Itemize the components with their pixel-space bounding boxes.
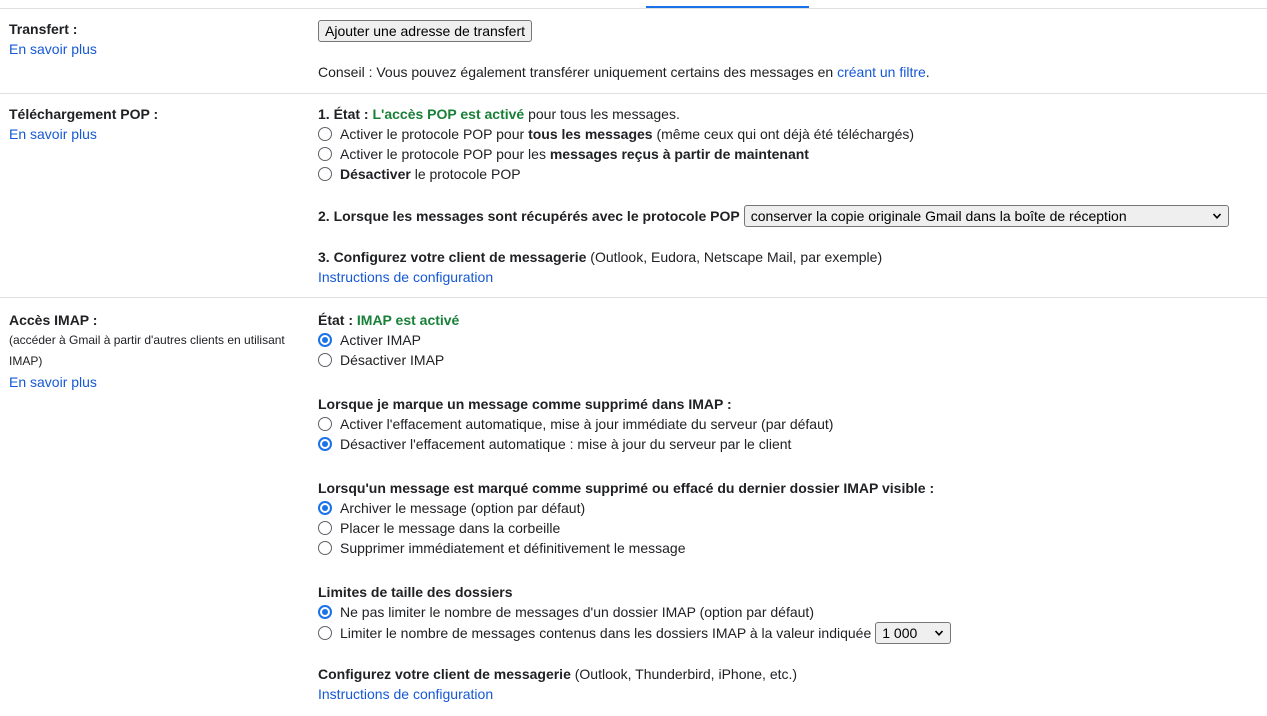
pop-step2: [318, 206, 1267, 226]
pop-disable-radio[interactable]: [318, 167, 332, 181]
pop-status: [318, 104, 1267, 124]
imap-no-limit-radio[interactable]: [318, 605, 332, 619]
imap-deleted-heading: [318, 394, 1267, 414]
forwarding-tip: [318, 62, 1267, 82]
imap-disable-label: Désactiver IMAP: [340, 352, 445, 368]
pop-section: [0, 93, 1267, 298]
imap-size-heading: [318, 582, 1267, 602]
imap-expunge-option-archive-label: Archiver le message (option par défaut): [340, 500, 586, 516]
pop-learn-more-link[interactable]: En savoir plus: [9, 126, 97, 142]
imap-limit-radio[interactable]: [318, 626, 332, 640]
imap-folder-size-select-value: 1 000: [882, 625, 918, 641]
pop-option-all-post: (même ceux qui ont déjà été téléchargés): [652, 126, 915, 142]
imap-deleted-option-manual-label: Désactiver l'effacement automatique : mise à jour du serveur par le client: [340, 436, 792, 452]
pop-new-radio[interactable]: [318, 147, 332, 161]
pop-step2-label: 2. Lorsque les messages sont récupérés avec le protocole POP: [318, 208, 740, 224]
imap-trash-radio[interactable]: [318, 521, 332, 535]
imap-deleted-option-manual[interactable]: [318, 434, 1267, 454]
imap-expunge-heading-text: Lorsqu'un message est marqué comme supprimé ou effacé du dernier dossier IMAP visible :: [318, 480, 935, 496]
imap-expunge-option-trash[interactable]: [318, 518, 1267, 538]
pop-option-all[interactable]: [318, 124, 1267, 144]
imap-archive-radio[interactable]: [318, 501, 332, 515]
imap-disable-radio[interactable]: [318, 353, 332, 367]
imap-deleted-heading-text: Lorsque je marque un message comme supprimé dans IMAP :: [318, 396, 732, 412]
imap-expunge-option-trash-label: Placer le message dans la corbeille: [340, 520, 561, 536]
imap-folder-size-select[interactable]: [875, 622, 951, 644]
imap-size-option-unlimited-label: Ne pas limiter le nombre de messages d'un dossier IMAP (option par défaut): [340, 604, 814, 620]
chevron-down-icon: [1212, 211, 1222, 221]
imap-enable-label: Activer IMAP: [340, 332, 421, 348]
imap-auto-expunge-on-radio[interactable]: [318, 417, 332, 431]
imap-deleted-option-auto-label: Activer l'effacement automatique, mise à jour immédiate du serveur (par défaut): [340, 416, 834, 432]
pop-option-new[interactable]: [318, 144, 1267, 164]
imap-client-config: [318, 664, 1267, 684]
add-forwarding-address-button[interactable]: Ajouter une adresse de transfert: [318, 20, 532, 42]
imap-delete-forever-radio[interactable]: [318, 541, 332, 555]
imap-description: (accéder à Gmail à partir d'autres clients en utilisant IMAP): [9, 333, 285, 368]
imap-config-instructions-link[interactable]: Instructions de configuration: [318, 686, 494, 702]
imap-status-value: IMAP est activé: [356, 312, 460, 328]
imap-disable-option[interactable]: [318, 350, 1267, 370]
pop-option-new-pre: Activer le protocole POP pour les: [340, 146, 550, 162]
pop-action-select-value: conserver la copie originale Gmail dans la boîte de réception: [750, 208, 1127, 224]
pop-status-value: L'accès POP est activé: [372, 106, 525, 122]
imap-section: [0, 297, 1267, 716]
pop-option-all-pre: Activer le protocole POP pour: [340, 126, 529, 142]
imap-deleted-option-auto[interactable]: [318, 414, 1267, 434]
imap-size-heading-text: Limites de taille des dossiers: [318, 584, 513, 600]
imap-size-option-limit-label: Limiter le nombre de messages contenus dans les dossiers IMAP à la valeur indiquée: [340, 625, 872, 641]
pop-option-disable-bold: Désactiver: [340, 166, 411, 182]
imap-enable-option[interactable]: [318, 330, 1267, 350]
pop-label: Téléchargement POP :: [9, 106, 159, 122]
imap-expunge-option-delete-label: Supprimer immédiatement et définitivement le message: [340, 540, 686, 556]
imap-auto-expunge-off-radio[interactable]: [318, 437, 332, 451]
create-filter-link[interactable]: créant un filtre: [837, 64, 926, 80]
pop-all-radio[interactable]: [318, 127, 332, 141]
forwarding-section: [0, 9, 1267, 93]
pop-config-instructions-link[interactable]: Instructions de configuration: [318, 269, 494, 285]
forwarding-learn-more-link[interactable]: En savoir plus: [9, 41, 97, 57]
imap-status-prefix: État :: [318, 312, 357, 328]
pop-option-disable[interactable]: [318, 164, 1267, 184]
imap-client-bold: Configurez votre client de messagerie: [318, 666, 571, 682]
imap-expunge-option-archive[interactable]: [318, 498, 1267, 518]
pop-status-suffix: pour tous les messages.: [524, 106, 680, 122]
forwarding-label: Transfert :: [9, 21, 78, 37]
pop-option-new-bold: messages reçus à partir de maintenant: [549, 146, 809, 162]
imap-label: Accès IMAP :: [9, 312, 98, 328]
imap-size-option-limit[interactable]: [318, 622, 1267, 644]
forwarding-tip-text: Conseil : Vous pouvez également transférer uniquement certains des messages en: [318, 64, 838, 80]
pop-option-all-bold: tous les messages: [528, 126, 653, 142]
imap-size-option-unlimited[interactable]: [318, 602, 1267, 622]
chevron-down-icon: [934, 628, 944, 638]
imap-enable-radio[interactable]: [318, 333, 332, 347]
pop-action-select[interactable]: [744, 205, 1229, 227]
pop-step3-bold: 3. Configurez votre client de messagerie: [318, 249, 587, 265]
imap-expunge-option-delete[interactable]: [318, 538, 1267, 558]
pop-step3: [318, 247, 1267, 267]
imap-expunge-heading: [318, 478, 1267, 498]
pop-option-disable-post: le protocole POP: [410, 166, 521, 182]
pop-config-line: [318, 267, 1267, 287]
imap-config-line: [318, 684, 1267, 704]
imap-client-rest: (Outlook, Thunderbird, iPhone, etc.): [570, 666, 798, 682]
forwarding-tip-end: .: [925, 64, 930, 80]
pop-status-prefix: 1. État :: [318, 106, 373, 122]
pop-step3-rest: (Outlook, Eudora, Netscape Mail, par exemple): [586, 249, 883, 265]
imap-learn-more-link[interactable]: En savoir plus: [9, 374, 97, 390]
imap-status: [318, 310, 1267, 330]
